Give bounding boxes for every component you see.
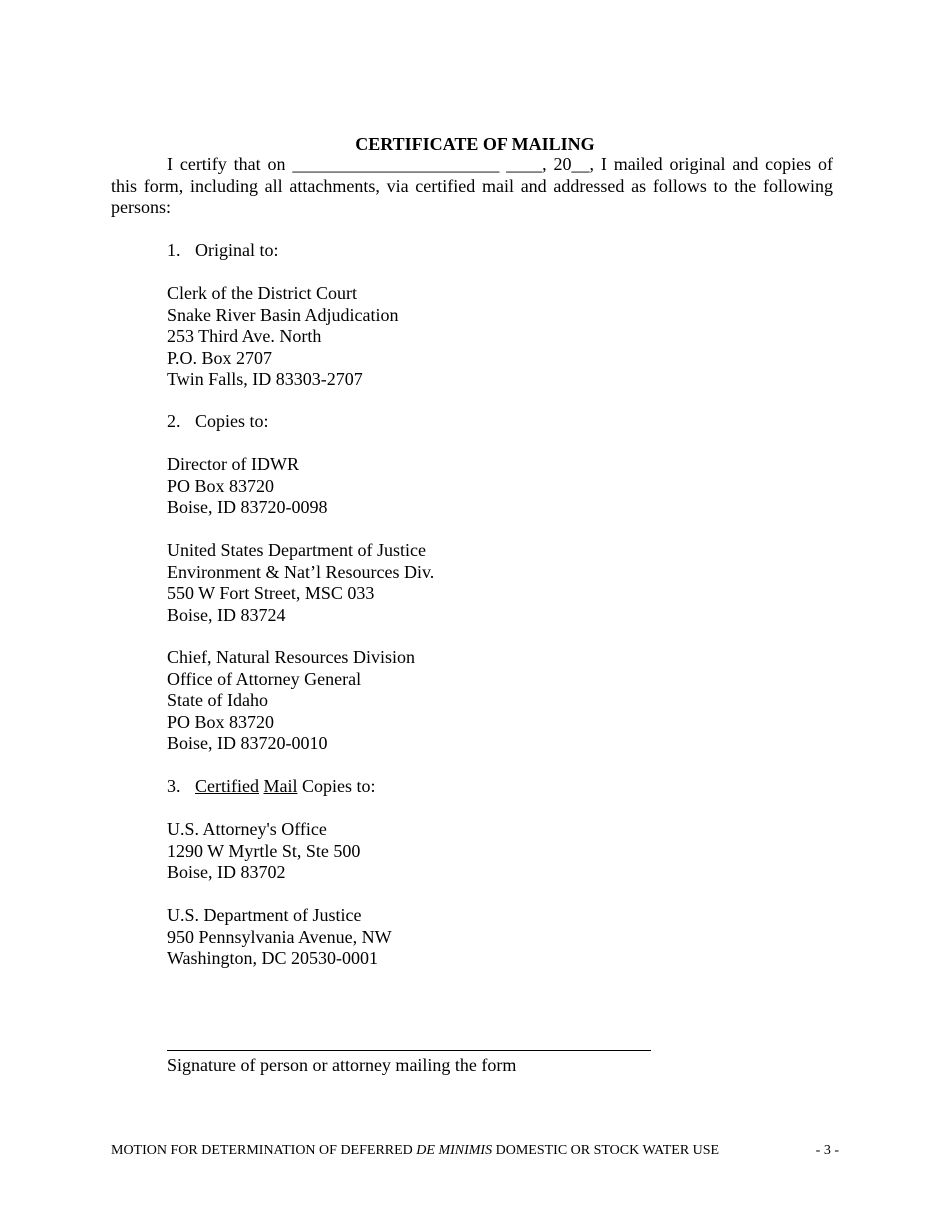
address-line: 1290 W Myrtle St, Ste 500	[167, 840, 361, 861]
certification-statement: I certify that on _______________________ ____, 20__, I mailed original and copies of this form, including all attachments, via certified mail and addressed as follows to the following persons:	[111, 154, 833, 217]
heading-copies-to: Copies to:	[301, 776, 376, 796]
section-1-heading	[167, 240, 279, 262]
heading-certified: Certified	[195, 776, 259, 796]
address-line: U.S. Attorney's Office	[167, 819, 327, 839]
address-line: Director of IDWR	[167, 454, 299, 474]
section-number: 2.	[167, 411, 181, 431]
page-title: CERTIFICATE OF MAILING	[355, 134, 595, 154]
address-line: Snake River Basin Adjudication	[167, 304, 399, 325]
signature-label: Signature of person or attorney mailing the form	[167, 1055, 517, 1075]
address-line: Boise, ID 83720-0098	[167, 497, 328, 517]
section-2-heading	[167, 411, 269, 433]
address-line: 950 Pennsylvania Avenue, NW	[167, 926, 392, 947]
page-footer	[111, 1142, 839, 1160]
address-line: Office of Attorney General	[167, 668, 362, 689]
section-number: 3.	[167, 776, 181, 796]
address-line: PO Box 83720	[167, 475, 275, 496]
address-line: PO Box 83720	[167, 711, 275, 732]
address-line: Chief, Natural Resources Division	[167, 647, 415, 667]
address-line: 550 W Fort Street, MSC 033	[167, 583, 375, 603]
address-line: United States Department of Justice	[167, 540, 426, 560]
footer-title-italic: DE MINIMIS	[416, 1143, 493, 1158]
footer-title-end: DOMESTIC OR STOCK WATER USE	[492, 1143, 720, 1158]
address-clerk-district-court	[167, 283, 398, 391]
page-number: - 3 -	[815, 1143, 839, 1158]
section-heading-text: Original to:	[195, 240, 279, 260]
address-us-attorney-office	[167, 819, 360, 884]
address-line: Boise, ID 83702	[167, 862, 286, 882]
section-heading-text: Copies to:	[195, 411, 269, 431]
address-line: State of Idaho	[167, 690, 268, 710]
footer-title-start: MOTION FOR DETERMINATION OF DEFERRED	[111, 1143, 417, 1158]
address-line: Twin Falls, ID 83303-2707	[167, 369, 363, 389]
signature-line	[167, 1050, 651, 1051]
address-attorney-general	[167, 647, 415, 755]
address-us-department-justice	[167, 905, 392, 970]
heading-mail: Mail	[263, 776, 298, 796]
address-line: Boise, ID 83724	[167, 604, 286, 625]
address-us-doj-environment	[167, 540, 434, 626]
section-number: 1.	[167, 240, 181, 260]
section-3-heading	[167, 776, 376, 798]
address-line: Boise, ID 83720-0010	[167, 733, 328, 753]
address-line: Environment & Nat’l Resources Div.	[167, 561, 435, 582]
address-line: 253 Third Ave. North	[167, 326, 322, 346]
address-line: Clerk of the District Court	[167, 283, 357, 303]
address-line: P.O. Box 2707	[167, 347, 273, 368]
address-line: Washington, DC 20530-0001	[167, 948, 379, 968]
address-line: U.S. Department of Justice	[167, 905, 362, 925]
address-director-idwr	[167, 454, 328, 519]
